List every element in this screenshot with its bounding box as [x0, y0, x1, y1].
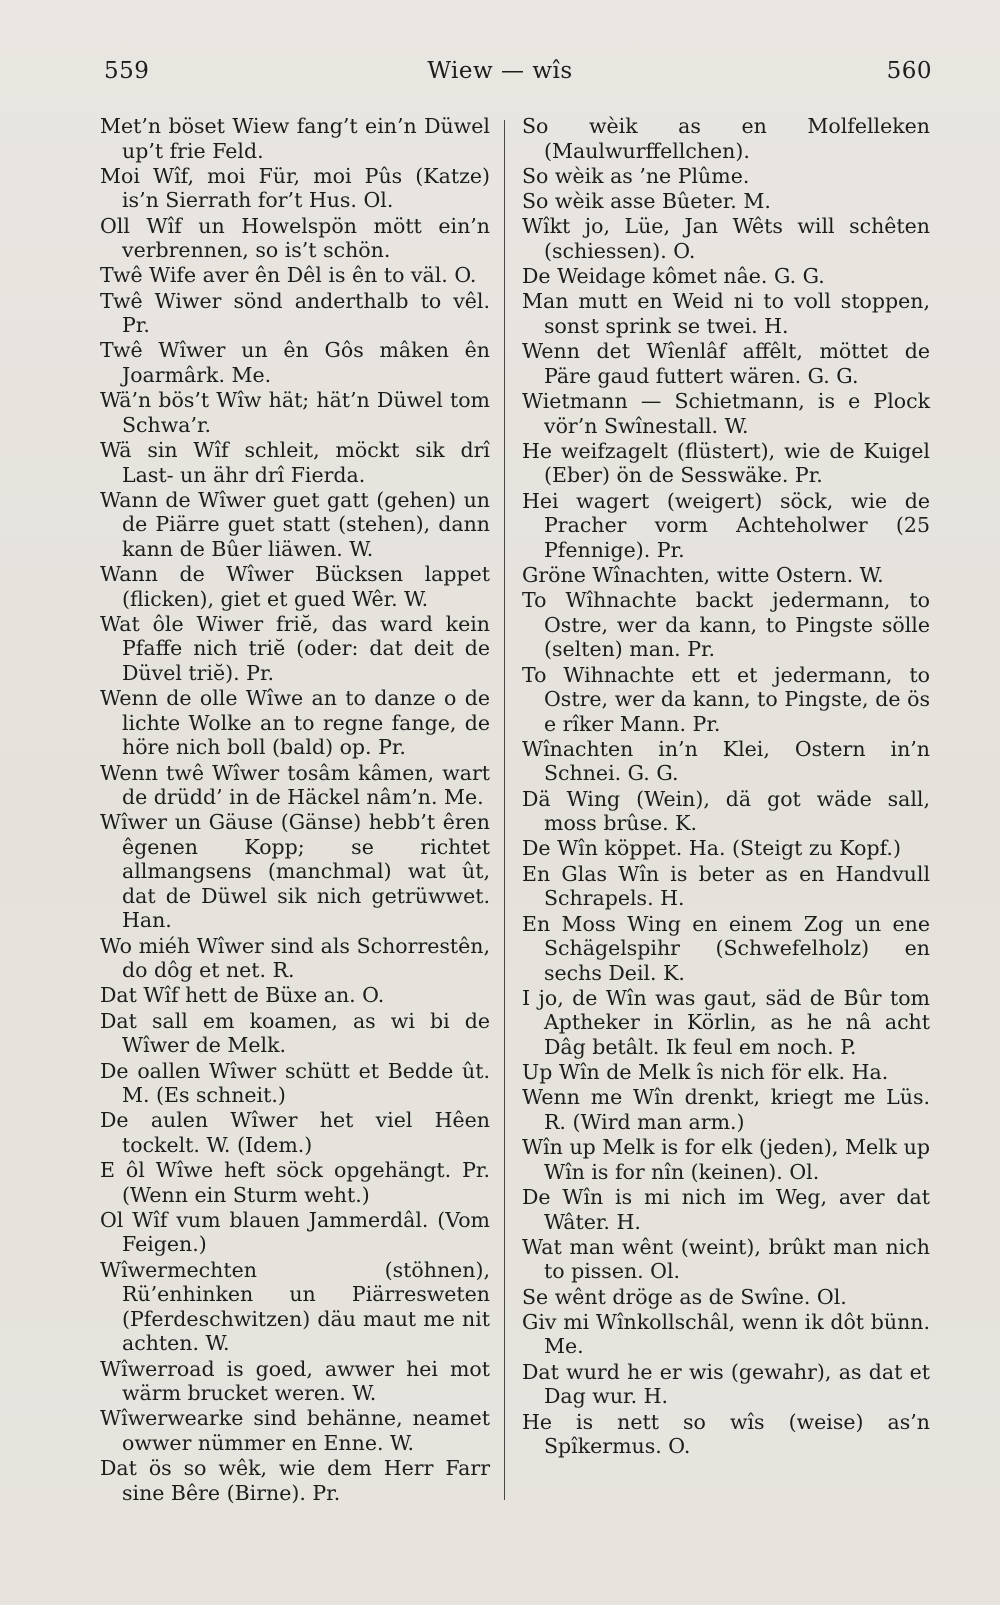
- proverb-entry: To Wîhnachte backt jedermann, to Ostre, wer da kann, to Pingste sölle (selten) man. Pr.: [522, 588, 930, 662]
- proverb-entry: Gröne Wînachten, witte Ostern. W.: [522, 562, 884, 587]
- page-number-right: 560: [886, 58, 932, 84]
- proverb-entry: Wann de Wîwer Bücksen lappet (flicken), giet et gued Wêr. W.: [100, 562, 490, 611]
- proverb-entry: Wîn up Melk is for elk (jeden), Melk up Wîn is for nîn (keinen). Ol.: [522, 1135, 930, 1184]
- proverb-entry: De aulen Wîwer het viel Hêen tockelt. W. (Idem.): [100, 1108, 490, 1157]
- proverb-entry: Wîwer un Gäuse (Gänse) hebb’t êren êgenen Kopp; se richtet allmangsens (manchmal) wat ût, dat de Düwel sik nich getrüwwet. Han.: [100, 810, 490, 933]
- proverb-entry: De oallen Wîwer schütt et Bedde ût. M. (Es schneit.): [100, 1058, 490, 1108]
- proverb-entry: Up Wîn de Melk îs nich för elk. Ha.: [522, 1060, 889, 1085]
- proverb-entry: Dat Wîf hett de Büxe an. O.: [100, 983, 385, 1008]
- proverb-entry: E ôl Wîwe heft söck opgehängt. Pr. (Wenn ein Sturm weht.): [100, 1158, 490, 1207]
- proverb-entry: Wenn me Wîn drenkt, kriegt me Lüs. R. (Wird man arm.): [522, 1085, 930, 1134]
- proverb-entry: Moi Wîf, moi Für, moi Pûs (Katze) is’n Sierrath for’t Hus. Ol.: [100, 163, 490, 213]
- proverb-entry: De Wîn köppet. Ha. (Steigt zu Kopf.): [522, 836, 901, 861]
- proverb-entry: He weifzagelt (flüstert), wie de Kuigel (Eber) ön de Sesswäke. Pr.: [522, 438, 930, 488]
- proverb-entry: Wenn det Wîenlâf affêlt, möttet de Päre gaud futtert wären. G. G.: [522, 339, 930, 388]
- proverb-entry: Man mutt en Weid ni to voll stoppen, sonst sprink se twei. H.: [522, 289, 930, 338]
- proverb-entry: Ol Wîf vum blauen Jammerdâl. (Vom Feigen.): [100, 1207, 490, 1257]
- proverb-entry: Wînachten in’n Klei, Ostern in’n Schnei. G. G.: [522, 736, 930, 786]
- proverb-entry: Wann de Wîwer guet gatt (gehen) un de Piärre guet statt (stehen), dann kann de Bûer liäwen. W.: [100, 487, 490, 561]
- proverb-entry: Wîwermechten (stöhnen), Rü’enhinken un Piärresweten (Pferdeschwitzen) däu maut me nit achten. W.: [100, 1257, 490, 1356]
- proverb-entry: Oll Wîf un Howelspön mött ein’n verbrennen, so is’t schön.: [100, 213, 490, 263]
- proverb-entry: Wîkt jo, Lüe, Jan Wêts will schêten (schiessen). O.: [522, 214, 930, 263]
- proverb-entry: So wèik as en Molfelleken (Maulwurffellchen).: [522, 114, 930, 163]
- proverb-entry: Wat man wênt (weint), brûkt man nich to pissen. Ol.: [522, 1234, 930, 1284]
- proverb-entry: Wenn de olle Wîwe an to danze o de lichte Wolke an to regne fange, de höre nich boll (bald) op. Pr.: [100, 686, 490, 760]
- proverb-entry: To Wihnachte ett et jedermann, to Ostre, wer da kann, to Pingste, de ös e rîker Mann. Pr.: [522, 662, 930, 736]
- proverb-entry: Dä Wing (Wein), dä got wäde sall, moss brûse. K.: [522, 786, 930, 836]
- proverb-entry: Wîwerwearke sind behänne, neamet owwer nümmer en Enne. W.: [100, 1406, 490, 1455]
- column-divider: [504, 120, 505, 1500]
- proverb-entry: En Glas Wîn is beter as en Handvull Schrapels. H.: [522, 861, 930, 911]
- proverb-entry: I jo, de Wîn was gaut, säd de Bûr tom Aptheker in Körlin, as he nâ acht Dâg betâlt. Ik feul em noch. P.: [522, 985, 930, 1059]
- proverb-entry: Dat ös so wêk, wie dem Herr Farr sine Bêre (Birne). Pr.: [100, 1456, 490, 1505]
- proverb-entry: Dat sall em koamen, as wi bi de Wîwer de Melk.: [100, 1008, 490, 1058]
- proverb-entry: Se wênt dröge as de Swîne. Ol.: [522, 1284, 847, 1309]
- left-column: [100, 114, 490, 1506]
- proverb-entry: En Moss Wing en einem Zog un ene Schägelspihr (Schwefelholz) en sechs Deil. K.: [522, 911, 930, 985]
- proverb-entry: Wä’n bös’t Wîw hät; hät’n Düwel tom Schwa’r.: [100, 388, 490, 437]
- proverb-entry: Wenn twê Wîwer tosâm kâmen, wart de drüdd’ in de Häckel nâm’n. Me.: [100, 760, 490, 810]
- proverb-entry: Twê Wîwer un ên Gôs mâken ên Joarmârk. Me.: [100, 338, 490, 387]
- proverb-entry: Wat ôle Wiwer friĕ, das ward kein Pfaffe nich triĕ (oder: dat deit de Düvel triĕ). Pr.: [100, 611, 490, 685]
- proverb-entry: Twê Wiwer sönd anderthalb to vêl. Pr.: [100, 288, 490, 338]
- right-column: [522, 114, 930, 1459]
- proverb-entry: Wietmann — Schietmann, is e Plock vör’n Swînestall. W.: [522, 389, 930, 438]
- proverb-entry: De Weidage kômet nâe. G. G.: [522, 264, 825, 289]
- running-title: Wiew — wîs: [427, 58, 573, 84]
- proverb-entry: Wîwerroad is goed, awwer hei mot wärm brucket weren. W.: [100, 1356, 490, 1406]
- proverb-entry: Hei wagert (weigert) söck, wie de Pracher vorm Achteholwer (25 Pfennige). Pr.: [522, 488, 930, 562]
- proverb-entry: He is nett so wîs (weise) as’n Spîkermus. O.: [522, 1409, 930, 1459]
- proverb-entry: Dat wurd he er wis (gewahr), as dat et Dag wur. H.: [522, 1359, 930, 1409]
- proverb-entry: Giv mi Wînkollschâl, wenn ik dôt bünn. Me.: [522, 1309, 930, 1359]
- proverb-entry: Wo miéh Wîwer sind als Schorrestên, do dôg et net. R.: [100, 933, 490, 983]
- proverb-entry: Twê Wife aver ên Dêl is ên to väl. O.: [100, 263, 477, 288]
- proverb-entry: So wèik as ’ne Plûme.: [522, 163, 750, 188]
- proverb-entry: Wä sin Wîf schleit, möckt sik drî Last- un ähr drî Fierda.: [100, 438, 490, 487]
- proverb-entry: So wèik asse Bûeter. M.: [522, 189, 771, 214]
- page-number-left: 559: [104, 58, 150, 84]
- proverb-entry: De Wîn is mi nich im Weg, aver dat Wâter. H.: [522, 1185, 930, 1234]
- proverb-entry: Met’n böset Wiew fang’t ein’n Düwel up’t frie Feld.: [100, 114, 490, 163]
